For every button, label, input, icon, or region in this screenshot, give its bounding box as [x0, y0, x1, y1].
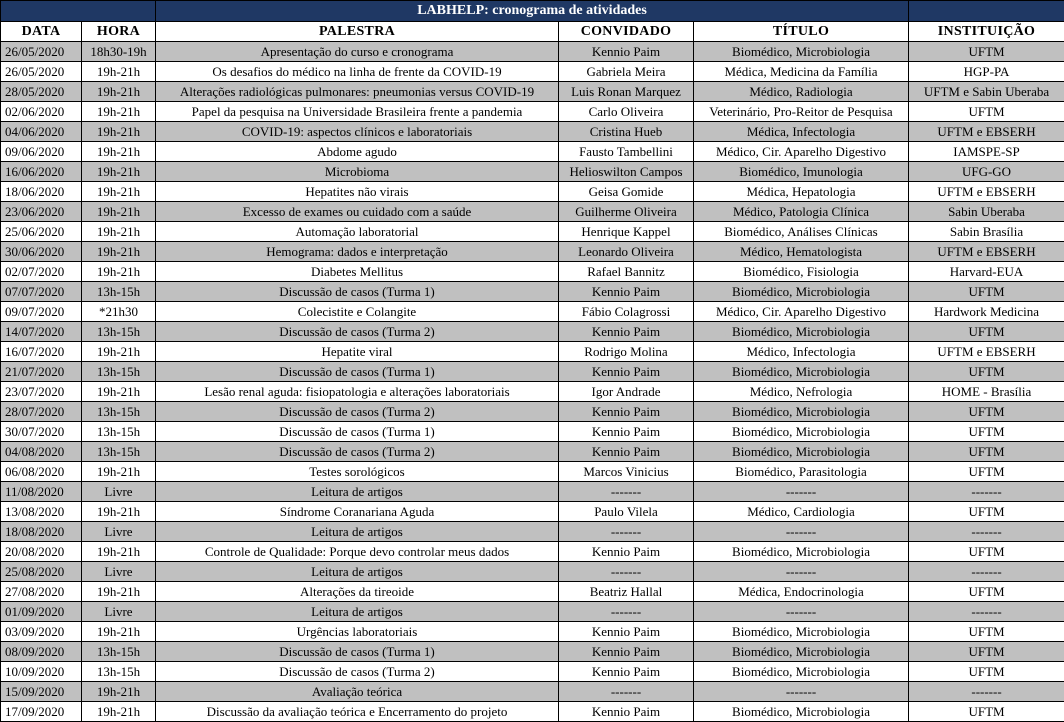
cell-institution: UFTM: [909, 662, 1064, 682]
cell-date: 18/06/2020: [1, 182, 82, 202]
cell-talk: Os desafios do médico na linha de frente da COVID-19: [156, 62, 559, 82]
cell-talk: Hemograma: dados e interpretação: [156, 242, 559, 262]
cell-date: 20/08/2020: [1, 542, 82, 562]
cell-title: -------: [694, 602, 909, 622]
cell-time: Livre: [82, 522, 156, 542]
cell-guest: Helioswilton Campos: [559, 162, 694, 182]
cell-title: Biomédico, Microbiologia: [694, 642, 909, 662]
cell-time: 19h-21h: [82, 242, 156, 262]
cell-title: -------: [694, 562, 909, 582]
column-header-palestra: PALESTRA: [156, 22, 559, 42]
cell-talk: Discussão de casos (Turma 1): [156, 362, 559, 382]
table-row: [1, 262, 1064, 282]
cell-time: 19h-21h: [82, 62, 156, 82]
cell-date: 09/07/2020: [1, 302, 82, 322]
cell-institution: UFTM: [909, 642, 1064, 662]
cell-date: 09/06/2020: [1, 142, 82, 162]
table-title: LABHELP: cronograma de atividades: [156, 1, 909, 22]
cell-title: Médico, Patologia Clínica: [694, 202, 909, 222]
cell-date: 26/05/2020: [1, 62, 82, 82]
cell-talk: Leitura de artigos: [156, 522, 559, 542]
cell-time: 19h-21h: [82, 122, 156, 142]
table-row: [1, 162, 1064, 182]
cell-time: 13h-15h: [82, 642, 156, 662]
cell-date: 17/09/2020: [1, 702, 82, 722]
cell-date: 21/07/2020: [1, 362, 82, 382]
cell-time: Livre: [82, 482, 156, 502]
cell-time: 13h-15h: [82, 362, 156, 382]
cell-time: 19h-21h: [82, 502, 156, 522]
cell-time: 19h-21h: [82, 622, 156, 642]
table-row: [1, 342, 1064, 362]
title-blank-cell: [1, 1, 156, 22]
cell-institution: HGP-PA: [909, 62, 1064, 82]
table-row: [1, 122, 1064, 142]
cell-institution: IAMSPE-SP: [909, 142, 1064, 162]
cell-guest: Fábio Colagrossi: [559, 302, 694, 322]
cell-institution: UFTM: [909, 322, 1064, 342]
cell-talk: Discussão da avaliação teórica e Encerramento do projeto: [156, 702, 559, 722]
cell-talk: Lesão renal aguda: fisiopatologia e alterações laboratoriais: [156, 382, 559, 402]
title-row: [1, 1, 1064, 22]
column-header-instituicao: INSTITUIÇÃO: [909, 22, 1064, 42]
cell-institution: UFTM: [909, 542, 1064, 562]
cell-date: 25/06/2020: [1, 222, 82, 242]
table-row: [1, 542, 1064, 562]
cell-talk: Discussão de casos (Turma 1): [156, 642, 559, 662]
cell-institution: UFTM e EBSERH: [909, 122, 1064, 142]
cell-institution: UFTM: [909, 502, 1064, 522]
table-row: [1, 662, 1064, 682]
cell-institution: UFTM: [909, 702, 1064, 722]
table-row: [1, 82, 1064, 102]
cell-title: Biomédico, Microbiologia: [694, 662, 909, 682]
cell-guest: Kennio Paim: [559, 402, 694, 422]
cell-institution: UFTM e EBSERH: [909, 182, 1064, 202]
cell-institution: -------: [909, 482, 1064, 502]
cell-time: Livre: [82, 602, 156, 622]
cell-institution: -------: [909, 682, 1064, 702]
cell-guest: Kennio Paim: [559, 282, 694, 302]
cell-date: 11/08/2020: [1, 482, 82, 502]
table-row: [1, 242, 1064, 262]
cell-talk: Síndrome Coranariana Aguda: [156, 502, 559, 522]
cell-title: Biomédico, Microbiologia: [694, 622, 909, 642]
table-row: [1, 142, 1064, 162]
cell-date: 25/08/2020: [1, 562, 82, 582]
cell-title: -------: [694, 682, 909, 702]
cell-talk: COVID-19: aspectos clínicos e laboratoriais: [156, 122, 559, 142]
cell-title: Médica, Medicina da Família: [694, 62, 909, 82]
cell-time: 13h-15h: [82, 442, 156, 462]
cell-title: Biomédico, Microbiologia: [694, 542, 909, 562]
cell-date: 18/08/2020: [1, 522, 82, 542]
cell-guest: -------: [559, 682, 694, 702]
cell-time: 19h-21h: [82, 542, 156, 562]
cell-title: Biomédico, Microbiologia: [694, 402, 909, 422]
cell-guest: -------: [559, 602, 694, 622]
cell-guest: Gabriela Meira: [559, 62, 694, 82]
cell-talk: Discussão de casos (Turma 2): [156, 662, 559, 682]
cell-title: Biomédico, Imunologia: [694, 162, 909, 182]
cell-title: Médico, Nefrologia: [694, 382, 909, 402]
cell-talk: Microbioma: [156, 162, 559, 182]
cell-talk: Controle de Qualidade: Porque devo controlar meus dados: [156, 542, 559, 562]
cell-time: 19h-21h: [82, 82, 156, 102]
cell-talk: Discussão de casos (Turma 1): [156, 422, 559, 442]
cell-institution: Hardwork Medicina: [909, 302, 1064, 322]
cell-guest: Fausto Tambellini: [559, 142, 694, 162]
cell-guest: Kennio Paim: [559, 662, 694, 682]
cell-institution: UFTM e EBSERH: [909, 342, 1064, 362]
cell-title: Veterinário, Pro-Reitor de Pesquisa: [694, 102, 909, 122]
table-row: [1, 402, 1064, 422]
table-row: [1, 642, 1064, 662]
cell-time: 19h-21h: [82, 222, 156, 242]
header-row: [1, 22, 1064, 42]
cell-time: 19h-21h: [82, 182, 156, 202]
cell-talk: Hepatite viral: [156, 342, 559, 362]
cell-title: Biomédico, Parasitologia: [694, 462, 909, 482]
column-header-data: DATA: [1, 22, 82, 42]
cell-talk: Diabetes Mellitus: [156, 262, 559, 282]
cell-guest: -------: [559, 562, 694, 582]
cell-time: 19h-21h: [82, 382, 156, 402]
cell-title: Biomédico, Fisiologia: [694, 262, 909, 282]
column-header-titulo: TÍTULO: [694, 22, 909, 42]
cell-guest: Kennio Paim: [559, 322, 694, 342]
cell-guest: Kennio Paim: [559, 442, 694, 462]
cell-time: 19h-21h: [82, 262, 156, 282]
cell-institution: HOME - Brasília: [909, 382, 1064, 402]
cell-date: 08/09/2020: [1, 642, 82, 662]
cell-guest: Rafael Bannitz: [559, 262, 694, 282]
cell-institution: UFTM e Sabin Uberaba: [909, 82, 1064, 102]
cell-time: 19h-21h: [82, 102, 156, 122]
table-row: [1, 522, 1064, 542]
cell-date: 26/05/2020: [1, 42, 82, 62]
cell-title: Biomédico, Microbiologia: [694, 362, 909, 382]
cell-time: Livre: [82, 562, 156, 582]
cell-title: Biomédico, Microbiologia: [694, 702, 909, 722]
table-row: [1, 362, 1064, 382]
cell-guest: Rodrigo Molina: [559, 342, 694, 362]
cell-date: 03/09/2020: [1, 622, 82, 642]
cell-time: 19h-21h: [82, 162, 156, 182]
cell-title: Médico, Cir. Aparelho Digestivo: [694, 142, 909, 162]
table-row: [1, 462, 1064, 482]
cell-institution: UFTM: [909, 102, 1064, 122]
cell-date: 10/09/2020: [1, 662, 82, 682]
cell-guest: Igor Andrade: [559, 382, 694, 402]
cell-date: 02/07/2020: [1, 262, 82, 282]
cell-guest: Marcos Vinicius: [559, 462, 694, 482]
cell-date: 14/07/2020: [1, 322, 82, 342]
table-row: [1, 502, 1064, 522]
cell-date: 27/08/2020: [1, 582, 82, 602]
cell-talk: Discussão de casos (Turma 2): [156, 322, 559, 342]
cell-title: Médico, Cir. Aparelho Digestivo: [694, 302, 909, 322]
cell-time: 19h-21h: [82, 582, 156, 602]
cell-talk: Hepatites não virais: [156, 182, 559, 202]
title-blank-cell: [909, 1, 1064, 22]
cell-title: -------: [694, 522, 909, 542]
table-row: [1, 582, 1064, 602]
cell-talk: Discussão de casos (Turma 1): [156, 282, 559, 302]
table-row: [1, 102, 1064, 122]
cell-guest: Kennio Paim: [559, 622, 694, 642]
cell-title: Biomédico, Microbiologia: [694, 282, 909, 302]
cell-time: 13h-15h: [82, 662, 156, 682]
cell-institution: Sabin Uberaba: [909, 202, 1064, 222]
table-row: [1, 442, 1064, 462]
cell-talk: Urgências laboratoriais: [156, 622, 559, 642]
cell-title: Biomédico, Microbiologia: [694, 42, 909, 62]
cell-title: Médico, Radiologia: [694, 82, 909, 102]
cell-date: 28/05/2020: [1, 82, 82, 102]
cell-institution: UFTM e EBSERH: [909, 242, 1064, 262]
cell-title: Médico, Infectologia: [694, 342, 909, 362]
schedule-body: [1, 42, 1064, 722]
cell-institution: UFTM: [909, 582, 1064, 602]
cell-date: 04/08/2020: [1, 442, 82, 462]
table-row: [1, 42, 1064, 62]
cell-time: *21h30: [82, 302, 156, 322]
table-row: [1, 622, 1064, 642]
cell-time: 18h30-19h: [82, 42, 156, 62]
cell-institution: -------: [909, 522, 1064, 542]
table-row: [1, 602, 1064, 622]
cell-time: 13h-15h: [82, 402, 156, 422]
cell-talk: Leitura de artigos: [156, 482, 559, 502]
cell-guest: Geisa Gomide: [559, 182, 694, 202]
cell-talk: Leitura de artigos: [156, 562, 559, 582]
cell-institution: UFTM: [909, 462, 1064, 482]
cell-institution: UFTM: [909, 622, 1064, 642]
cell-institution: Sabin Brasília: [909, 222, 1064, 242]
cell-talk: Automação laboratorial: [156, 222, 559, 242]
cell-talk: Abdome agudo: [156, 142, 559, 162]
cell-talk: Alterações da tireoide: [156, 582, 559, 602]
table-row: [1, 422, 1064, 442]
table-row: [1, 702, 1064, 722]
cell-time: 19h-21h: [82, 202, 156, 222]
cell-institution: UFG-GO: [909, 162, 1064, 182]
column-header-convidado: CONVIDADO: [559, 22, 694, 42]
table-row: [1, 562, 1064, 582]
table-row: [1, 282, 1064, 302]
cell-title: Médica, Hepatologia: [694, 182, 909, 202]
table-row: [1, 482, 1064, 502]
table-row: [1, 182, 1064, 202]
cell-date: 16/06/2020: [1, 162, 82, 182]
cell-date: 07/07/2020: [1, 282, 82, 302]
cell-institution: UFTM: [909, 422, 1064, 442]
column-header-hora: HORA: [82, 22, 156, 42]
table-row: [1, 222, 1064, 242]
cell-date: 06/08/2020: [1, 462, 82, 482]
cell-guest: Paulo Vilela: [559, 502, 694, 522]
cell-talk: Colecistite e Colangite: [156, 302, 559, 322]
cell-talk: Discussão de casos (Turma 2): [156, 402, 559, 422]
cell-talk: Leitura de artigos: [156, 602, 559, 622]
cell-institution: Harvard-EUA: [909, 262, 1064, 282]
cell-title: Biomédico, Análises Clínicas: [694, 222, 909, 242]
cell-title: Médica, Infectologia: [694, 122, 909, 142]
cell-guest: Guilherme Oliveira: [559, 202, 694, 222]
cell-institution: UFTM: [909, 362, 1064, 382]
cell-guest: Kennio Paim: [559, 642, 694, 662]
cell-time: 13h-15h: [82, 422, 156, 442]
cell-guest: Beatriz Hallal: [559, 582, 694, 602]
table-row: [1, 302, 1064, 322]
cell-date: 30/07/2020: [1, 422, 82, 442]
cell-title: -------: [694, 482, 909, 502]
cell-guest: Kennio Paim: [559, 542, 694, 562]
cell-guest: Kennio Paim: [559, 362, 694, 382]
cell-time: 19h-21h: [82, 682, 156, 702]
cell-guest: Kennio Paim: [559, 42, 694, 62]
cell-time: 13h-15h: [82, 282, 156, 302]
cell-institution: UFTM: [909, 282, 1064, 302]
cell-talk: Excesso de exames ou cuidado com a saúde: [156, 202, 559, 222]
cell-guest: -------: [559, 522, 694, 542]
cell-title: Médico, Hematologista: [694, 242, 909, 262]
cell-date: 15/09/2020: [1, 682, 82, 702]
table-row: [1, 62, 1064, 82]
cell-guest: Kennio Paim: [559, 422, 694, 442]
cell-talk: Apresentação do curso e cronograma: [156, 42, 559, 62]
cell-title: Médica, Endocrinologia: [694, 582, 909, 602]
cell-guest: Henrique Kappel: [559, 222, 694, 242]
cell-guest: Carlo Oliveira: [559, 102, 694, 122]
cell-talk: Alterações radiológicas pulmonares: pneumonias versus COVID-19: [156, 82, 559, 102]
cell-time: 19h-21h: [82, 462, 156, 482]
cell-guest: Kennio Paim: [559, 702, 694, 722]
cell-guest: Leonardo Oliveira: [559, 242, 694, 262]
cell-date: 28/07/2020: [1, 402, 82, 422]
cell-guest: Luis Ronan Marquez: [559, 82, 694, 102]
cell-title: Biomédico, Microbiologia: [694, 422, 909, 442]
cell-talk: Avaliação teórica: [156, 682, 559, 702]
cell-talk: Testes sorológicos: [156, 462, 559, 482]
table-row: [1, 322, 1064, 342]
cell-date: 04/06/2020: [1, 122, 82, 142]
table-row: [1, 202, 1064, 222]
cell-title: Biomédico, Microbiologia: [694, 322, 909, 342]
cell-talk: Discussão de casos (Turma 2): [156, 442, 559, 462]
cell-title: Médico, Cardiologia: [694, 502, 909, 522]
cell-date: 16/07/2020: [1, 342, 82, 362]
cell-time: 19h-21h: [82, 702, 156, 722]
cell-time: 19h-21h: [82, 342, 156, 362]
cell-institution: UFTM: [909, 442, 1064, 462]
table-row: [1, 682, 1064, 702]
cell-guest: -------: [559, 482, 694, 502]
cell-date: 02/06/2020: [1, 102, 82, 122]
cell-date: 23/07/2020: [1, 382, 82, 402]
cell-institution: UFTM: [909, 402, 1064, 422]
cell-time: 13h-15h: [82, 322, 156, 342]
cell-date: 13/08/2020: [1, 502, 82, 522]
cell-date: 30/06/2020: [1, 242, 82, 262]
cell-institution: UFTM: [909, 42, 1064, 62]
cell-talk: Papel da pesquisa na Universidade Brasileira frente a pandemia: [156, 102, 559, 122]
cell-institution: -------: [909, 602, 1064, 622]
cell-time: 19h-21h: [82, 142, 156, 162]
cell-guest: Cristina Hueb: [559, 122, 694, 142]
cell-date: 01/09/2020: [1, 602, 82, 622]
cell-title: Biomédico, Microbiologia: [694, 442, 909, 462]
table-row: [1, 382, 1064, 402]
cell-institution: -------: [909, 562, 1064, 582]
cell-date: 23/06/2020: [1, 202, 82, 222]
